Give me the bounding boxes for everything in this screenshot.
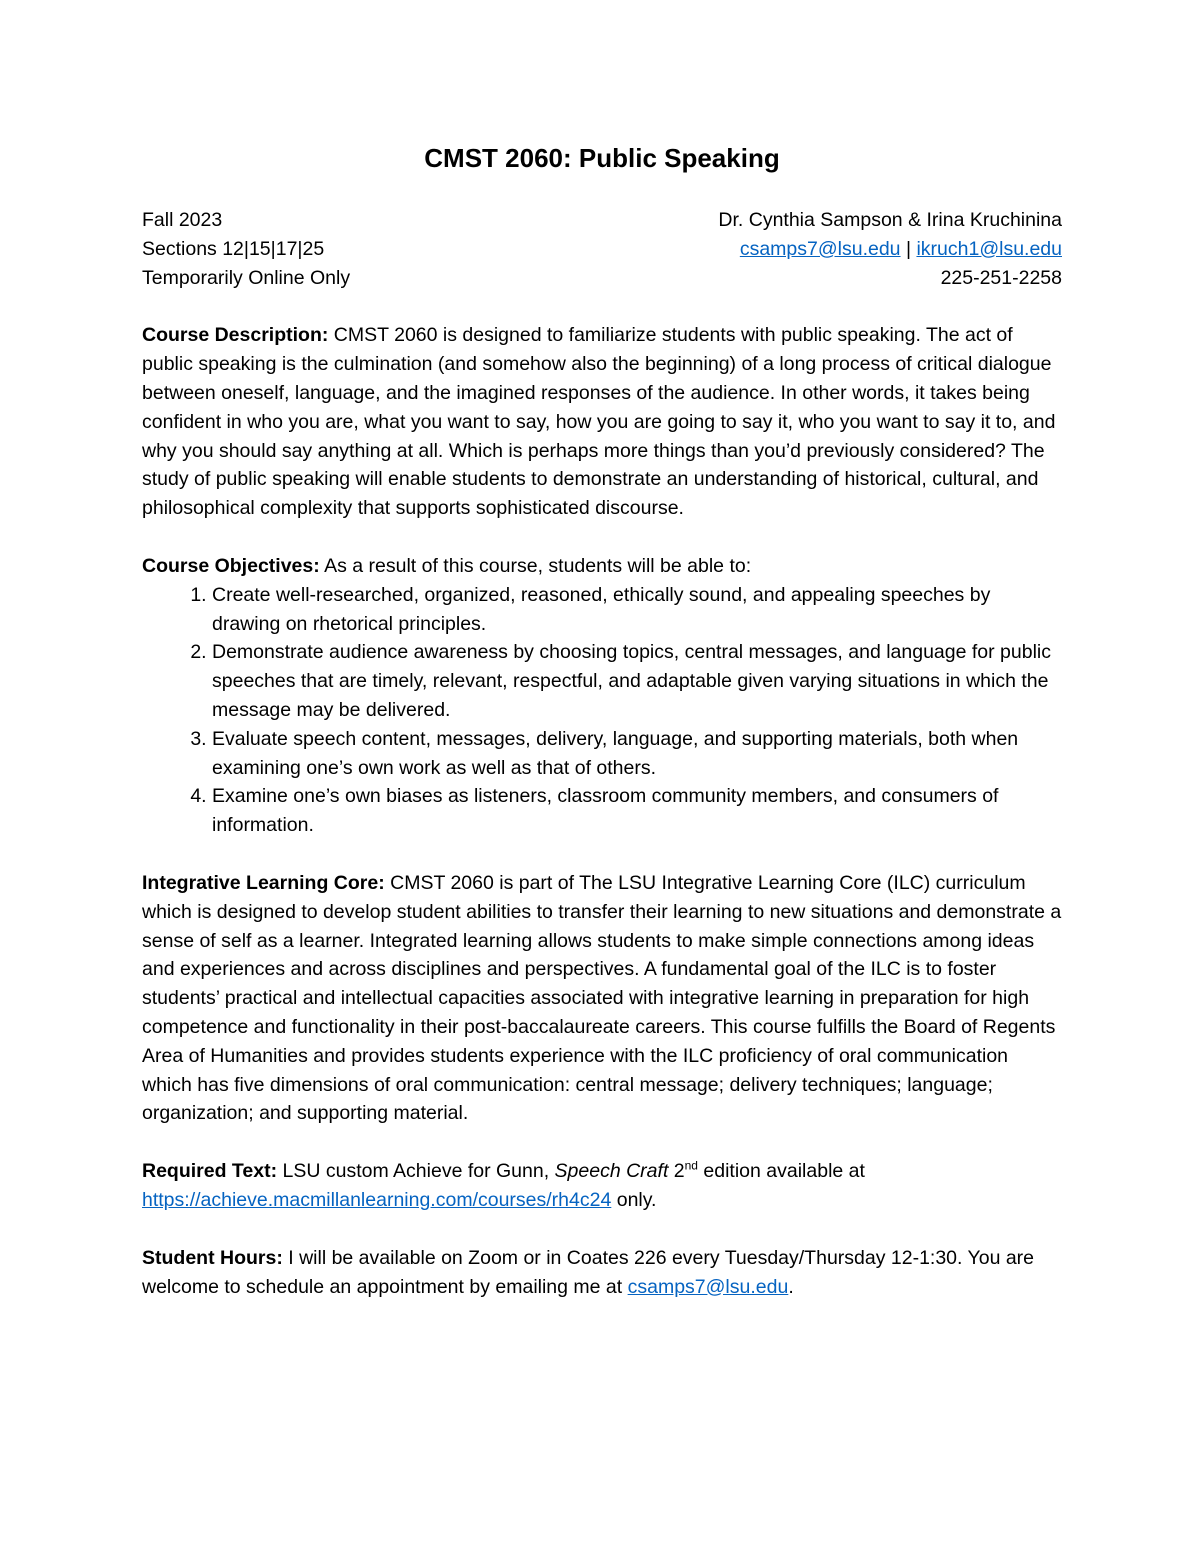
- integrative-learning-core: [142, 869, 1062, 1128]
- instructor-emails: [740, 235, 1062, 264]
- list-item: 1. Create well-researched, organized, reasoned, ethically sound, and appealing speeches by drawing on rhetorical principles.: [212, 581, 1062, 639]
- required-text-label: Required Text:: [142, 1160, 278, 1183]
- list-item: 2. Demonstrate audience awareness by choosing topics, central messages, and language for public speeches that are timely, relevant, respectful, and adaptable given varying situations in which the message may be delivered.: [212, 638, 1062, 724]
- objectives-list: [142, 581, 1062, 840]
- course-description: [142, 321, 1062, 523]
- ilc-text: CMST 2060 is part of The LSU Integrative Learning Core (ILC) curriculum which is designed to develop student abilities to transfer their learning to new situations and demonstrate a sense of self as a learner. Integrated learning allows students to make simple connections among ideas and experiences and across disciplines and perspectives. A fundamental goal of the ILC is to foster students’ practical and intellectual capacities associated with integrative learning in preparation for high competence and functionality in their post-baccalaureate careers. This course fulfills the Board of Regents Area of Humanities and provides students experience with the ILC proficiency of oral communication which has five dimensions of oral communication: central message; delivery techniques; language; organization; and supporting material.: [142, 871, 1062, 1125]
- edition-number: 2: [668, 1160, 685, 1183]
- course-header: [142, 206, 1062, 292]
- sections: Sections 12|15|17|25: [142, 237, 325, 260]
- list-item: 4. Examine one’s own biases as listeners, classroom community members, and consumers of information.: [212, 782, 1062, 840]
- description-text: CMST 2060 is designed to familiarize students with public speaking. The act of public speaking is the culmination (and somehow also the beginning) of a long process of critical dialogue between oneself, language, and the imagined responses of the audience. In other words, it takes being confident in who you are, what you want to say, how you are going to say it, who you want to say it to, and why you should say anything at all. Which is perhaps more things than you’d previously considered? The study of public speaking will enable students to demonstrate an understanding of historical, cultural, and philosophical complexity that supports sophisticated discourse.: [142, 324, 1056, 520]
- phone: 225-251-2258: [940, 266, 1062, 289]
- achieve-link[interactable]: https://achieve.macmillanlearning.com/courses/rh4c24: [142, 1188, 612, 1211]
- list-item: 3. Evaluate speech content, messages, delivery, language, and supporting materials, both when examining one’s own work as well as that of others.: [212, 725, 1062, 783]
- instructors: Dr. Cynthia Sampson & Irina Kruchinina: [718, 209, 1062, 231]
- instructor-info: [718, 206, 1062, 292]
- description-label: Course Description:: [142, 324, 329, 347]
- hours-end: .: [788, 1275, 794, 1298]
- term: Fall 2023: [142, 209, 223, 231]
- hours-email-link[interactable]: csamps7@lsu.edu: [627, 1275, 789, 1298]
- email-separator: |: [900, 237, 917, 260]
- hours-label: Student Hours:: [142, 1246, 283, 1269]
- email-link-1[interactable]: csamps7@lsu.edu: [739, 237, 901, 260]
- required-text-tail: only.: [611, 1188, 657, 1211]
- course-info: [142, 206, 350, 292]
- student-hours: [142, 1244, 1062, 1302]
- objectives-label: Course Objectives:: [142, 554, 320, 577]
- book-title: Speech Craft: [554, 1160, 669, 1183]
- syllabus-page: [142, 140, 1062, 1301]
- required-text: [142, 1157, 1062, 1215]
- edition-suffix: nd: [684, 1158, 698, 1173]
- course-objectives: [142, 552, 1062, 840]
- page-title: CMST 2060: Public Speaking: [424, 143, 780, 173]
- required-text-after: edition available at: [697, 1160, 865, 1183]
- email-link-2[interactable]: ikruch1@lsu.edu: [916, 237, 1062, 260]
- modality: Temporarily Online Only: [142, 266, 351, 289]
- required-text-before: LSU custom Achieve for Gunn,: [277, 1160, 555, 1183]
- objectives-intro: As a result of this course, students will be able to:: [319, 554, 752, 577]
- ilc-label: Integrative Learning Core:: [142, 871, 385, 894]
- hours-text: I will be available on Zoom or in Coates 226 every Tuesday/Thursday 12-1:30. You are welcome to schedule an appointment by emailing me at: [142, 1246, 1035, 1298]
- objectives-heading: [142, 552, 1062, 581]
